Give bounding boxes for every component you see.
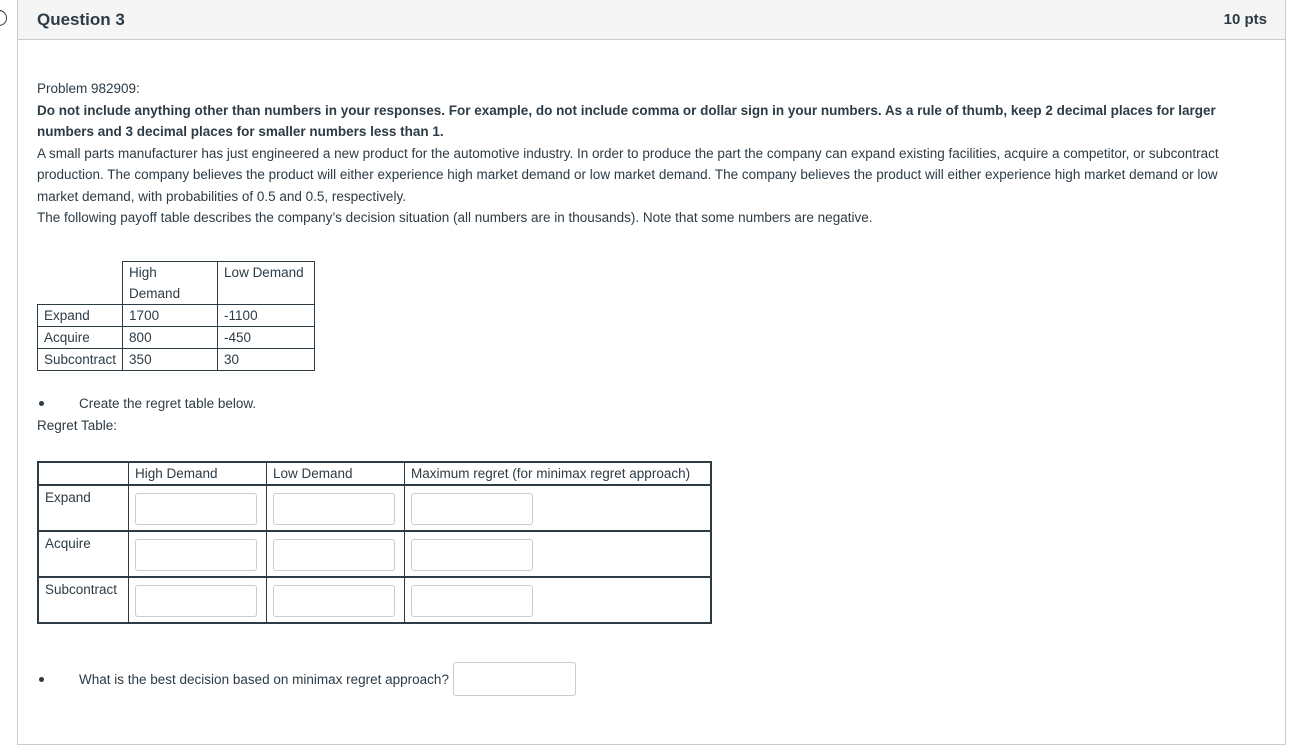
question-flag-icon[interactable] <box>0 10 7 26</box>
payoff-header-empty <box>38 262 123 305</box>
regret-acquire-low-input[interactable] <box>273 539 395 571</box>
payoff-header-row <box>38 262 315 305</box>
payoff-label: Acquire <box>38 327 123 349</box>
regret-acquire-max-input[interactable] <box>411 539 533 571</box>
table-intro: The following payoff table describes the company’s decision situation (all numbers are in thousands). Note that some numbers are negative. <box>37 210 873 225</box>
bullet-text: Create the regret table below. <box>79 396 257 411</box>
regret-expand-low-input[interactable] <box>273 493 395 525</box>
payoff-label: Expand <box>38 305 123 327</box>
regret-label: Expand <box>38 485 129 531</box>
payoff-cell: -1100 <box>218 305 315 327</box>
regret-table-label: Regret Table: <box>37 418 118 433</box>
regret-acquire-high-input[interactable] <box>135 539 257 571</box>
regret-expand-high-input[interactable] <box>135 493 257 525</box>
question-points: 10 pts <box>1223 11 1267 28</box>
payoff-header-low: Low Demand <box>218 262 315 305</box>
payoff-cell: 30 <box>218 349 315 371</box>
scenario: A small parts manufacturer has just engineered a new product for the automotive industry. In order to produce the part the company can expand existing facilities, acquire a competitor, or subcontract production. The company believes the product will either experience high market demand or low market demand. The company believes the product will either experience high market demand or low market demand, with probabilities of 0.5 and 0.5, respectively. <box>37 145 1219 204</box>
best-decision-question: What is the best decision based on minimax regret approach? <box>79 671 449 687</box>
payoff-table <box>37 261 315 371</box>
regret-row-expand <box>38 485 711 531</box>
regret-label: Acquire <box>38 531 129 577</box>
payoff-label: Subcontract <box>38 349 123 371</box>
payoff-cell: 350 <box>123 349 218 371</box>
regret-label: Subcontract <box>38 577 129 623</box>
payoff-row-subcontract <box>38 349 315 371</box>
regret-row-acquire <box>38 531 711 577</box>
payoff-row-acquire <box>38 327 315 349</box>
regret-table <box>37 461 712 624</box>
payoff-row-expand <box>38 305 315 327</box>
bullet-best-decision <box>37 662 576 696</box>
question-text <box>37 78 1262 229</box>
payoff-cell: 800 <box>123 327 218 349</box>
question-card <box>17 0 1286 745</box>
question-header <box>18 0 1285 40</box>
payoff-cell: -450 <box>218 327 315 349</box>
question-title: Question 3 <box>37 9 125 29</box>
bullet-icon <box>39 677 44 682</box>
regret-subcontract-high-input[interactable] <box>135 585 257 617</box>
regret-header-max: Maximum regret (for minimax regret approach) <box>405 462 712 485</box>
bullet-icon <box>39 401 44 406</box>
regret-header-row <box>38 462 711 485</box>
regret-subcontract-max-input[interactable] <box>411 585 533 617</box>
regret-header-low: Low Demand <box>267 462 405 485</box>
regret-header-empty <box>38 462 129 485</box>
problem-id: Problem 982909: <box>37 81 140 96</box>
regret-expand-max-input[interactable] <box>411 493 533 525</box>
best-decision-input[interactable] <box>453 662 576 696</box>
bullet-create-regret <box>37 396 256 411</box>
regret-row-subcontract <box>38 577 711 623</box>
regret-subcontract-low-input[interactable] <box>273 585 395 617</box>
payoff-header-high: High Demand <box>123 262 218 305</box>
instructions: Do not include anything other than numbers in your responses. For example, do not include comma or dollar sign in your numbers. As a rule of thumb, keep 2 decimal places for larger numbers and 3 decimal places for smaller numbers less than 1. <box>37 102 1216 139</box>
payoff-cell: 1700 <box>123 305 218 327</box>
regret-header-high: High Demand <box>129 462 267 485</box>
